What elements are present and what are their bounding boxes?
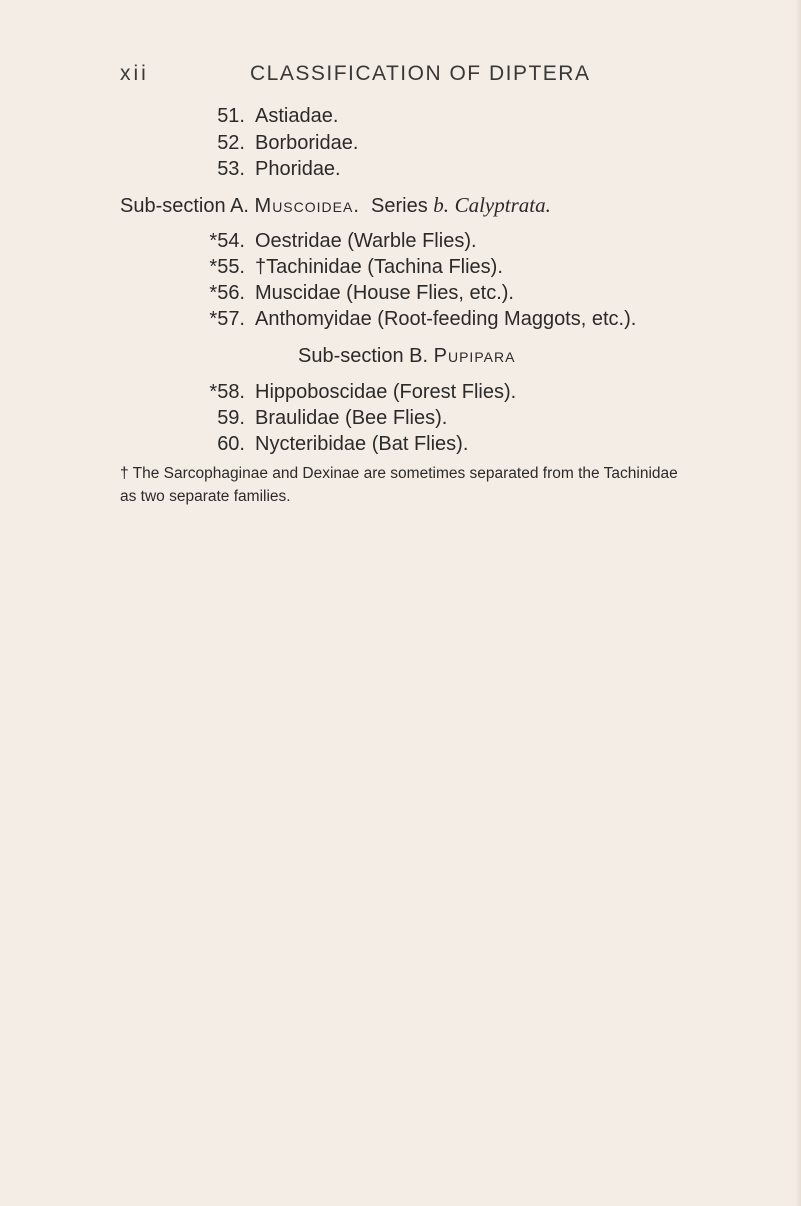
- series-name: Calyptrata.: [454, 193, 551, 217]
- series-letter: b.: [433, 193, 450, 217]
- entry-name: Hippoboscidae (Forest Flies).: [255, 381, 517, 403]
- entry-name: Astiadae.: [255, 105, 339, 127]
- entry-number: 52.: [217, 132, 245, 154]
- page-number: xii: [120, 62, 149, 85]
- subsection-a-group: Muscoidea.: [254, 195, 360, 217]
- running-title: CLASSIFICATION OF DIPTERA: [250, 62, 591, 85]
- subsection-b-prefix: Sub-section B.: [298, 345, 429, 367]
- entry-name: †Tachinidae (Tachina Flies).: [255, 256, 503, 278]
- entry-number: 53.: [217, 158, 245, 180]
- subsection-b-group: Pupipara: [433, 345, 516, 367]
- page-header: [120, 62, 680, 92]
- entry-number: *57.: [209, 308, 245, 330]
- entry-name: Anthomyidae (Root-feeding Maggots, etc.).: [255, 308, 637, 330]
- subsection-a-heading: [120, 193, 551, 218]
- entry-name: Borboridae.: [255, 132, 359, 154]
- subsection-a-prefix: Sub-section A.: [120, 195, 249, 217]
- entry-name: Muscidae (House Flies, etc.).: [255, 282, 514, 304]
- footnote: † The Sarcophaginae and Dexinae are sometimes separated from the Tachinidae as two separate families.: [120, 465, 678, 505]
- entry-number: 51.: [217, 105, 245, 127]
- subsection-b-heading: [298, 344, 515, 368]
- entry-number: 59.: [217, 407, 245, 429]
- entry-number: *56.: [209, 282, 245, 304]
- entry-name: Nycteribidae (Bat Flies).: [255, 433, 469, 455]
- entry-name: Oestridae (Warble Flies).: [255, 230, 477, 252]
- series-label: Series: [371, 195, 428, 217]
- entry-name: Braulidae (Bee Flies).: [255, 407, 448, 429]
- entry-number: *58.: [209, 381, 245, 403]
- entry-number: 60.: [217, 433, 245, 455]
- entry-number: *55.: [209, 256, 245, 278]
- entry-number: *54.: [209, 230, 245, 252]
- entry-name: Phoridae.: [255, 158, 341, 180]
- page-edge: [795, 0, 801, 1206]
